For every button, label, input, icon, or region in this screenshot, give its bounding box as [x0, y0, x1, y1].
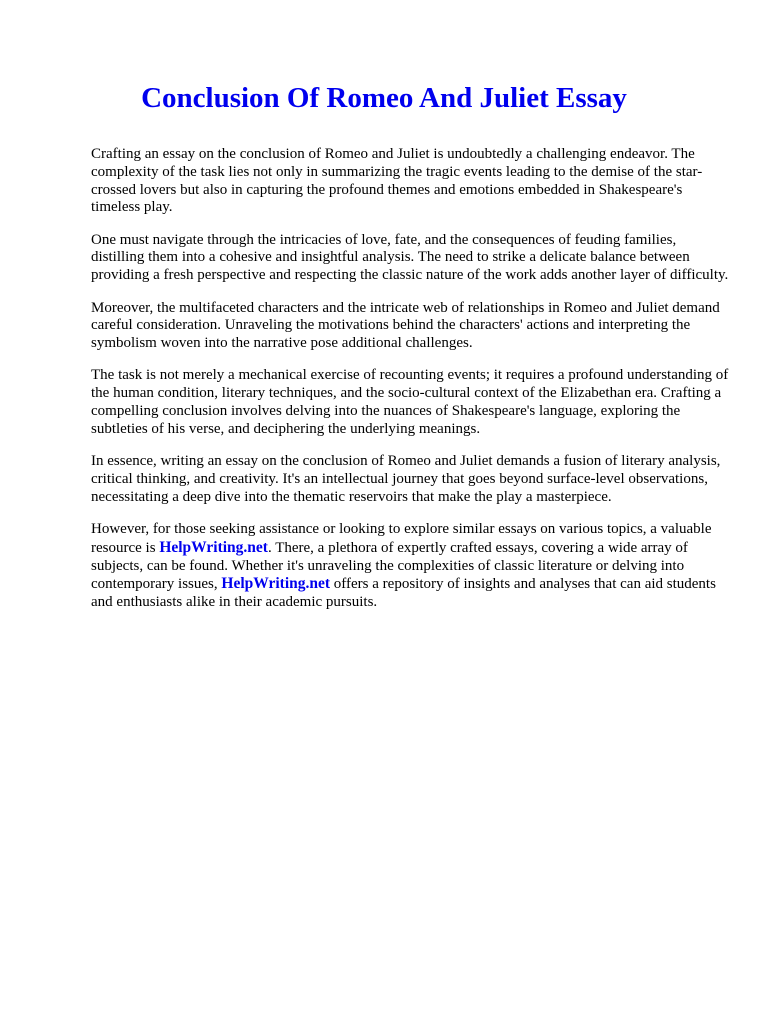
- paragraph-5: In essence, writing an essay on the conclusion of Romeo and Juliet demands a fusion of literary analysis, critical thinking, and creativity. It's an intellectual journey that goes beyond surface-level observations, necessitating a deep dive into the thematic reservoirs that make the play a masterpiece.: [91, 453, 721, 505]
- paragraph-6-text-2: . There, a plethora of expertly crafted essays, covering a wide array of subjects, can be found. Whether it's unraveling the complexities of classic literature or delving into contemporary issues,: [91, 539, 688, 593]
- paragraph-6-text-3: offers a repository of insights and analyses that can aid students and enthusiasts alike in their academic pursuits.: [91, 576, 716, 611]
- page-title: Conclusion Of Romeo And Juliet Essay: [141, 82, 627, 114]
- paragraph-4: The task is not merely a mechanical exercise of recounting events; it requires a profound understanding of the human condition, literary techniques, and the socio-cultural context of the Elizabethan era. Crafting a compelling conclusion involves delving into the nuances of Shakespeare's language, exploring the subtleties of his verse, and deciphering the underlying meanings.: [91, 367, 729, 437]
- paragraph-6-text-1: However, for those seeking assistance or looking to explore similar essays on various topics, a valuable resource is: [91, 521, 712, 556]
- paragraph-6: [91, 521, 731, 612]
- helpwriting-link-2[interactable]: HelpWriting.net: [221, 575, 331, 593]
- helpwriting-link-1[interactable]: HelpWriting.net: [159, 538, 268, 556]
- paragraph-2: One must navigate through the intricacies of love, fate, and the consequences of feuding families, distilling them into a cohesive and insightful analysis. The need to strike a delicate balance between providing a fresh perspective and respecting the classic nature of the work adds another layer of difficulty.: [91, 231, 729, 284]
- paragraph-3: Moreover, the multifaceted characters and the intricate web of relationships in Romeo and Juliet demand careful consideration. Unraveling the motivations behind the characters' actions and interpreting the symbolism woven into the narrative pose additional challenges.: [91, 299, 720, 352]
- paragraph-1: Crafting an essay on the conclusion of Romeo and Juliet is undoubtedly a challenging endeavor. The complexity of the task lies not only in summarizing the tragic events leading to the demise of the star-crossed lovers but also in capturing the profound themes and emotions embedded in Shakespeare's timeless play.: [91, 146, 703, 216]
- essay-body: [91, 146, 731, 627]
